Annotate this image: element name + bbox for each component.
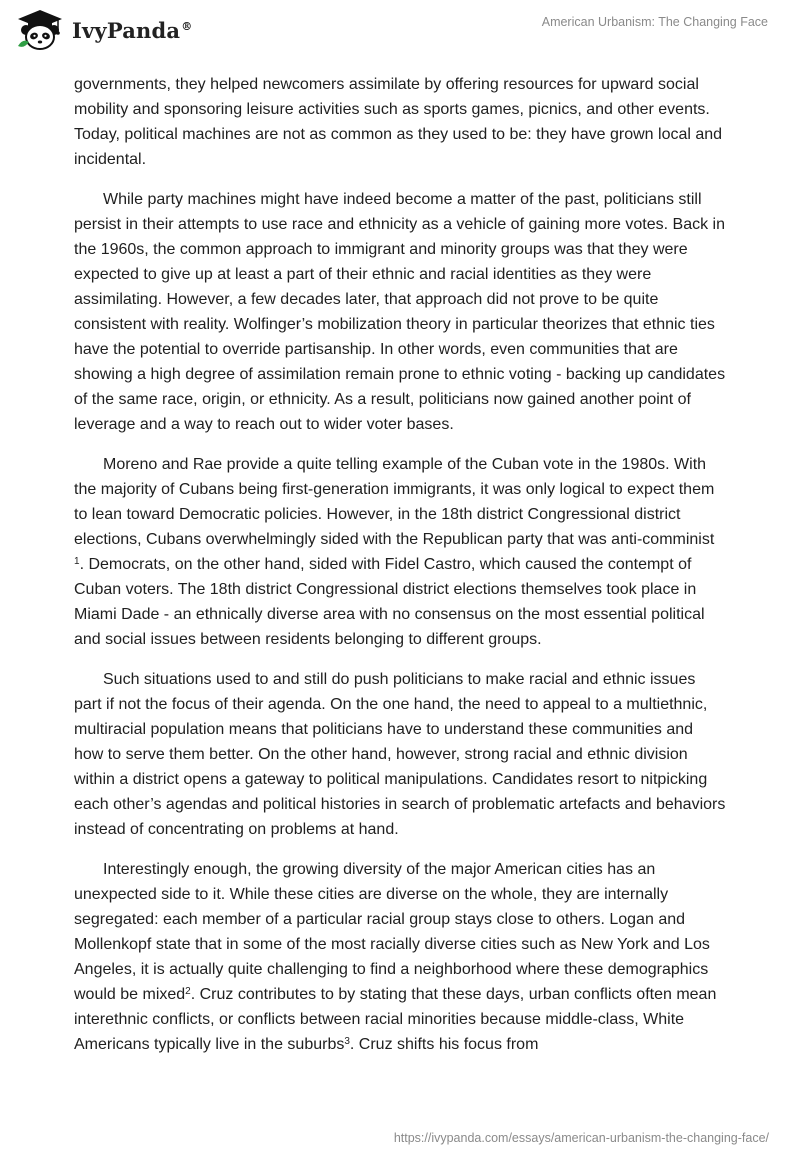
paragraph-text: Moreno and Rae provide a quite telling example of the Cuban vote in the 1980s. With the majority of Cubans being first-generation immigrants, it was only logical to expect them to lean toward Democratic policies. However, in the 18th district Congressional district elections, Cubans overwhelmingly sided with the Republican party that was anti-comminist <box>74 456 715 548</box>
essay-body <box>74 72 726 1072</box>
paragraph-text: governments, they helped newcomers assimilate by offering resources for upward social mobility and sponsoring leisure activities such as sports games, picnics, and other events. Today, political machines are not as common as they used to be: they have grown local and incidental. <box>74 76 723 168</box>
body-paragraph <box>74 857 726 1057</box>
ivypanda-logo[interactable] <box>14 8 192 52</box>
paragraph-text: Interestingly enough, the growing diversity of the major American cities has an unexpected side to it. While these cities are diverse on the whole, they are internally segregated: each member of a particular racial group stays close to others. Logan and Mollenkopf state that in some of the most racially diverse cities such as New York and Los Angeles, it is actually quite challenging to find a neighborhood where these demographics would be mixed <box>74 861 710 1003</box>
footnote-marker[interactable]: 2 <box>185 986 191 997</box>
source-url[interactable]: https://ivypanda.com/essays/american-urbanism-the-changing-face/ <box>393 1131 769 1145</box>
paragraph-text: . Democrats, on the other hand, sided with Fidel Castro, which caused the contempt of Cuban voters. The 18th district Congressional district elections themselves took place in Miami Dade - an ethnically diverse area with no consensus on the most essential political and social issues between residents belonging to different groups. <box>74 556 705 648</box>
paragraph-text: . Cruz shifts his focus from <box>349 1036 539 1053</box>
logo-wordmark: IvyPanda® <box>72 17 193 43</box>
body-paragraph <box>74 452 726 652</box>
body-paragraph <box>74 667 726 842</box>
panda-graduate-icon <box>14 8 66 52</box>
body-paragraph <box>74 72 726 172</box>
document-title: American Urbanism: The Changing Face <box>541 15 768 29</box>
paragraph-text: Such situations used to and still do push politicians to make racial and ethnic issues part if not the focus of their agenda. On the one hand, the need to appeal to a multiethnic, multiracial population means that politicians have to understand these communities and how to serve them better. On the other hand, however, strong racial and ethnic division within a district opens a gateway to political manipulations. Candidates resort to nitpicking each other’s agendas and political histories in search of problematic artefacts and behaviors instead of concentrating on problems at hand. <box>74 671 726 838</box>
body-paragraph <box>74 187 726 437</box>
paragraph-text: While party machines might have indeed become a matter of the past, politicians still persist in their attempts to use race and ethnicity as a vehicle of gaining more votes. Back in the 1960s, the common approach to immigrant and minority groups was that they were expected to give up at least a part of their ethnic and racial identities as they were assimilating. However, a few decades later, that approach did not prove to be quite consistent with reality. Wolfinger’s mobilization theory in particular theorizes that ethnic ties have the potential to override partisanship. In other words, even communities that are showing a high degree of assimilation remain prone to ethnic voting - backing up candidates of the same race, origin, or ethnicity. As a result, politicians now gained another point of leverage and a way to reach out to wider voter bases. <box>74 191 726 433</box>
page-header <box>0 0 800 70</box>
paragraph-text: . Cruz contributes to by stating that these days, urban conflicts often mean interethnic conflicts, or conflicts between racial minorities because middle-class, White Americans typically live in the suburbs <box>74 986 717 1053</box>
footnote-marker[interactable]: 3 <box>344 1036 350 1047</box>
footnote-marker[interactable]: 1 <box>74 556 80 567</box>
